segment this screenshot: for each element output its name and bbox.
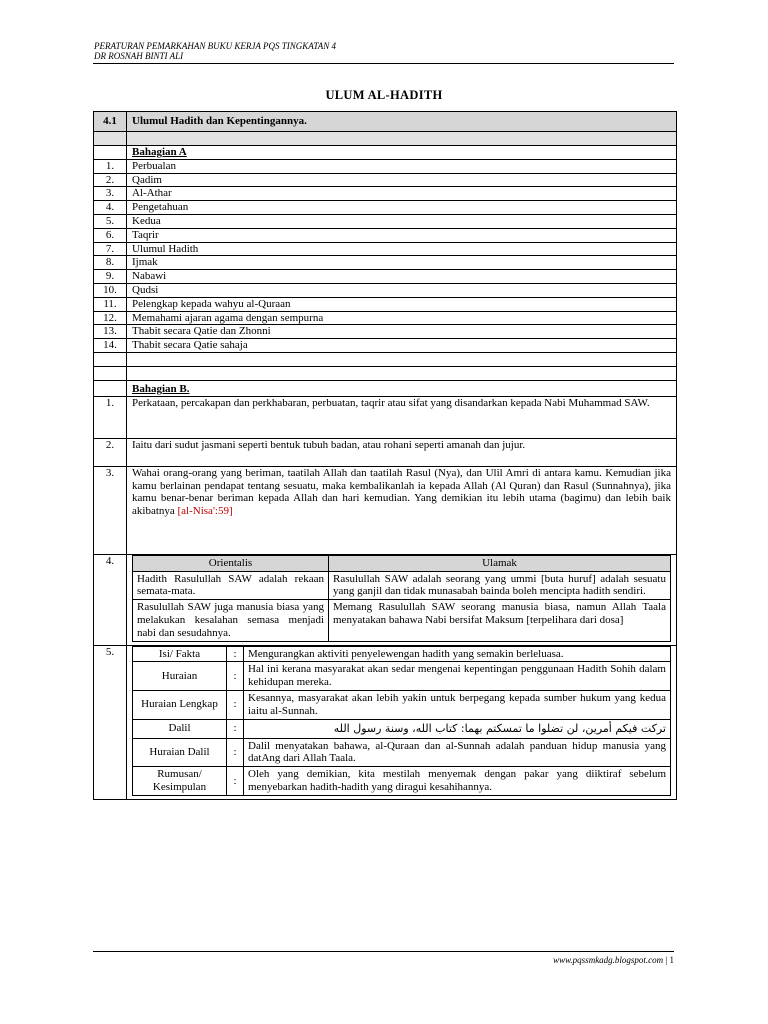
table-row: Isi/ Fakta : Mengurangkan aktiviti penyelewengan hadith yang semakin berleluasa.: [133, 646, 671, 662]
question-number: 1.: [94, 396, 127, 438]
table-row: Dalil : تركت فيكم أمرين، لن تضلوا ما تمسكتم بهما: كتاب الله، وسنة رسول الله: [133, 719, 671, 738]
empty-row: [94, 352, 677, 366]
footer-rule: [93, 951, 674, 952]
question-number: 3.: [94, 466, 127, 554]
quran-translation: Wahai orang-orang yang beriman, taatilah Allah dan taatilah Rasul (Nya), dan Ulil Amri di antara kamu. Kemudian jika kamu berlainan pendapat tentang sesuatu, maka kembalikanlah ia kepada Allah (Al Quran) dan Rasul (Sunnahnya), jika kamu benar-benar beriman kepada Allah dan hari kemudian. Yang demikian itu lebih utama (bagimu) dan lebih baik akibatnya: [132, 466, 671, 518]
verse-reference: [al-Nisa':59]: [177, 505, 233, 518]
question-number: 2.: [94, 438, 127, 466]
list-item: 1. Perbualan: [94, 159, 677, 173]
list-item: 3. Al-Athar: [94, 187, 677, 201]
list-item: 6. Taqrir: [94, 228, 677, 242]
table-row: Huraian : Hal ini kerana masyarakat akan sedar mengenai kepentingan penggunaan Hadith Sohih dalam kehidupan mereka.: [133, 662, 671, 691]
answer-text: Perkataan, percakapan dan perkhabaran, perbuatan, taqrir atau sifat yang disandarkan kepada Nabi Muhammad SAW.: [127, 396, 677, 438]
list-item: 4. Pengetahuan: [94, 201, 677, 215]
bahagian-b-heading-row: [94, 380, 677, 396]
row-label: Dalil: [133, 719, 227, 738]
footer-website: www.pqssmkadg.blogspot.com: [553, 955, 664, 965]
header-rule: [93, 63, 674, 64]
list-item: 11. Pelengkap kepada wahyu al-Quraan: [94, 297, 677, 311]
hadith-arabic: تركت فيكم أمرين، لن تضلوا ما تمسكتم بهما: كتاب الله، وسنة رسول الله: [244, 719, 671, 738]
table-row: Rumusan/ Kesimpulan : Oleh yang demikian, kita mestilah menyemak dengan pakar yang diiktiraf sebelum menyebarkan hadith-hadith yang diragui kesahihannya.: [133, 767, 671, 796]
document-title: ULUM AL-HADITH: [325, 88, 443, 102]
header-line-2: DR ROSNAH BINTI ALI: [94, 51, 184, 61]
table-row: Rasulullah SAW juga manusia biasa yang melakukan kesalahan semasa menjadi nabi dan sesudahnya. Memang Rasulullah SAW seorang manusia biasa, namun Allah Taala menyatakan bahawa Nabi bersifat Maksum [terpelihara dari dosa]: [133, 600, 671, 641]
list-item: 9. Nabawi: [94, 270, 677, 284]
answer-text: Iaitu dari sudut jasmani seperti bentuk tubuh badan, atau rohani seperti amanah dan jujur.: [127, 438, 677, 466]
list-item: 10. Qudsi: [94, 283, 677, 297]
section-title: Ulumul Hadith dan Kepentingannya.: [127, 112, 677, 132]
answer-text: [127, 466, 677, 554]
question-row: [94, 466, 677, 554]
col-header-orientalis: Orientalis: [133, 555, 329, 571]
table-row: Hadith Rasulullah SAW adalah rekaan semata-mata. Rasulullah SAW adalah seorang yang ummi [buta huruf] adalah sesuatu yang ganjil dan tidak munasabah bainda boleh mencipta hadith sendiri.: [133, 571, 671, 600]
table-row: Huraian Lengkap : Kesannya, masyarakat akan lebih yakin untuk berpegang kepada sumber hukum yang kedua iaitu al-Sunnah.: [133, 690, 671, 719]
bahagian-a-heading-row: [94, 146, 677, 160]
col-header-ulamak: Ulamak: [329, 555, 671, 571]
running-header: [94, 41, 336, 61]
footer-separator: |: [663, 955, 670, 965]
list-item: 8. Ijmak: [94, 256, 677, 270]
list-item: 12. Memahami ajaran agama dengan sempurna: [94, 311, 677, 325]
list-item: 5. Kedua: [94, 214, 677, 228]
list-item: 2. Qadim: [94, 173, 677, 187]
row-label: Isi/ Fakta: [133, 646, 227, 662]
question-number: 5.: [94, 645, 127, 799]
row-label: Rumusan/ Kesimpulan: [133, 767, 227, 796]
row-label: Huraian Lengkap: [133, 690, 227, 719]
question-row: [94, 554, 677, 645]
essay-structure-table: [132, 646, 671, 796]
bahagian-a-heading: Bahagian A: [127, 146, 677, 160]
row-label: Huraian: [133, 662, 227, 691]
spacer-row: [94, 132, 677, 146]
row-label: Huraian Dalil: [133, 738, 227, 767]
page-footer: [553, 955, 674, 965]
table-row: Huraian Dalil : Dalil menyatakan bahawa, al-Quraan dan al-Sunnah adalah panduan hidup manusia yang datAng dari Allah Taala.: [133, 738, 671, 767]
question-row: [94, 645, 677, 799]
question-row: [94, 396, 677, 438]
section-number: 4.1: [94, 112, 127, 132]
section-row: [94, 112, 677, 132]
empty-row: [94, 366, 677, 380]
header-line-1: PERATURAN PEMARKAHAN BUKU KERJA PQS TINGKATAN 4: [94, 41, 336, 51]
list-item: 13. Thabit secara Qatie dan Zhonni: [94, 325, 677, 339]
page-number: 1: [669, 955, 674, 965]
question-row: [94, 438, 677, 466]
question-number: 4.: [94, 554, 127, 645]
list-item: 14. Thabit secara Qatie sahaja: [94, 339, 677, 353]
comparison-table: [132, 555, 671, 642]
list-item: 7. Ulumul Hadith: [94, 242, 677, 256]
answer-table: [93, 111, 677, 800]
bahagian-b-heading: Bahagian B.: [127, 380, 677, 396]
